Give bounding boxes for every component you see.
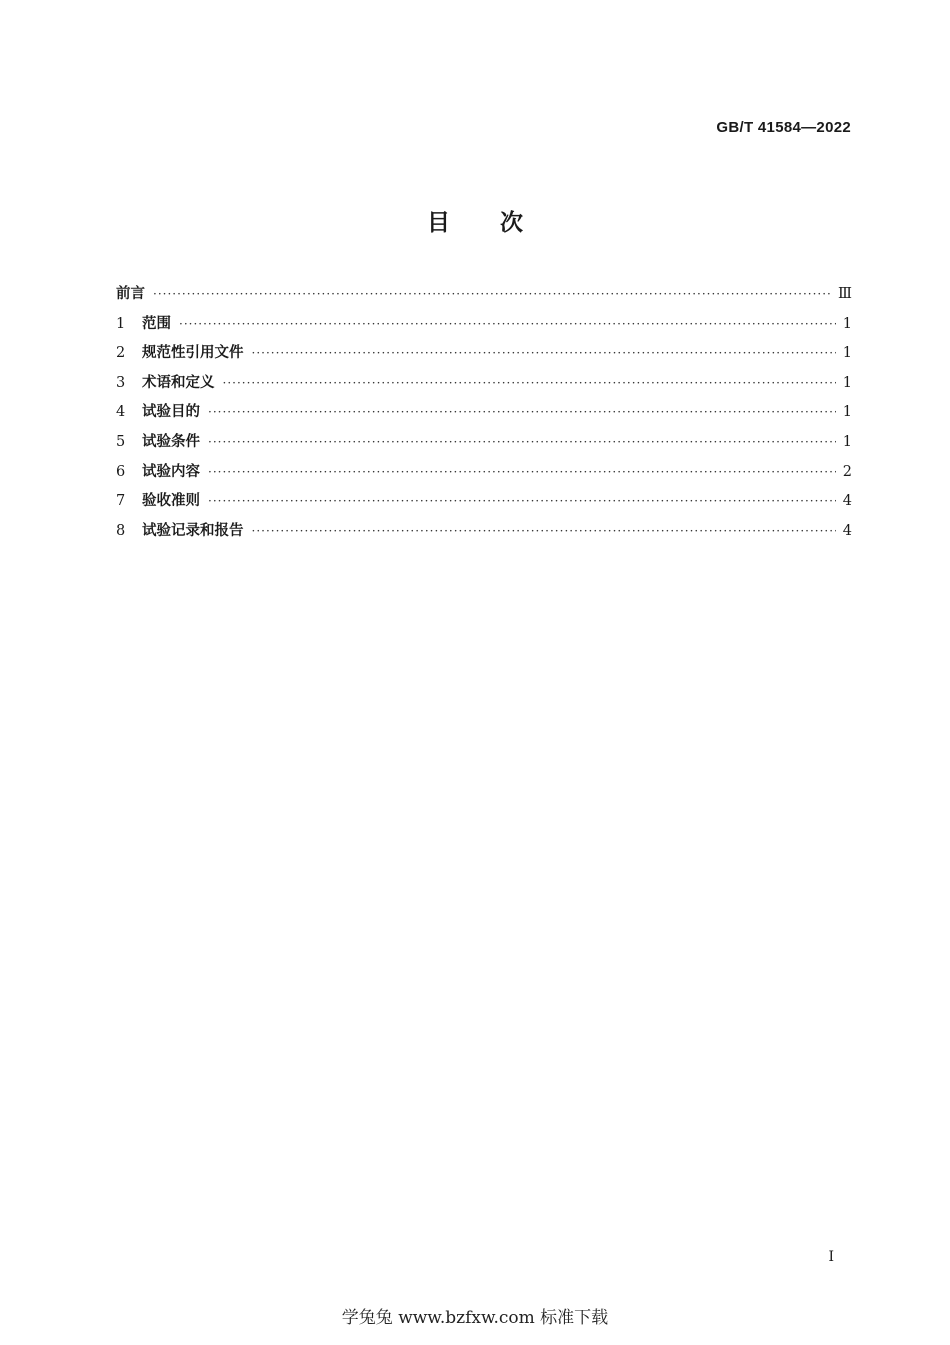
toc-item-label: 验收准则 <box>142 493 200 510</box>
toc-item-label: 试验目的 <box>142 404 200 421</box>
toc-leader-dots <box>153 287 832 301</box>
toc-item-2[interactable] <box>116 341 852 371</box>
toc-leader-dots <box>208 494 836 508</box>
toc-item-3[interactable] <box>116 371 852 401</box>
toc-item-label: 前言 <box>116 286 145 302</box>
toc-item-number: 3 <box>116 374 126 391</box>
toc-item-1[interactable] <box>116 312 852 342</box>
toc-leader-dots <box>208 435 836 449</box>
toc-item-number: 5 <box>116 433 126 450</box>
toc-leader-dots <box>208 465 836 479</box>
toc-item-number: 2 <box>116 345 126 362</box>
standard-number: GB/T 41584—2022 <box>716 119 851 136</box>
toc-item-page: 1 <box>842 315 852 332</box>
toc-item-number: 1 <box>116 315 126 332</box>
toc-item-page: 1 <box>842 404 852 421</box>
toc-item-label: 试验记录和报告 <box>142 522 244 539</box>
toc-item-page: 1 <box>842 374 852 391</box>
toc-item-page: 2 <box>842 463 852 480</box>
toc-leader-dots <box>252 524 837 538</box>
toc-item-page: 1 <box>842 345 852 362</box>
toc-leader-dots <box>223 376 837 390</box>
toc-item-number: 8 <box>116 522 126 539</box>
toc-item-page: 4 <box>842 522 852 539</box>
toc-item-number: 7 <box>116 493 126 510</box>
toc-item-label: 范围 <box>142 315 171 332</box>
toc-item-page: Ⅲ <box>838 286 852 302</box>
footer-watermark: 学兔兔 www.bzfxw.com 标准下载 <box>341 1308 609 1328</box>
toc-item-number: 4 <box>116 404 126 421</box>
toc-leader-dots <box>252 346 837 360</box>
toc-item-6[interactable] <box>116 460 852 490</box>
table-of-contents <box>116 282 852 548</box>
toc-item-8[interactable] <box>116 519 852 549</box>
toc-item-label: 术语和定义 <box>142 374 215 391</box>
toc-item-page: 4 <box>842 493 852 510</box>
toc-leader-dots <box>208 405 836 419</box>
toc-item-number: 6 <box>116 463 126 480</box>
toc-leader-dots <box>179 317 836 331</box>
toc-item-label: 规范性引用文件 <box>142 345 244 362</box>
page-title: 目次 <box>427 210 573 236</box>
toc-item-foreword[interactable] <box>116 282 852 312</box>
toc-item-label: 试验内容 <box>142 463 200 480</box>
toc-item-4[interactable] <box>116 400 852 430</box>
page-number: I <box>828 1249 834 1265</box>
toc-item-page: 1 <box>842 433 852 450</box>
toc-item-7[interactable] <box>116 489 852 519</box>
toc-item-5[interactable] <box>116 430 852 460</box>
toc-item-label: 试验条件 <box>142 433 200 450</box>
